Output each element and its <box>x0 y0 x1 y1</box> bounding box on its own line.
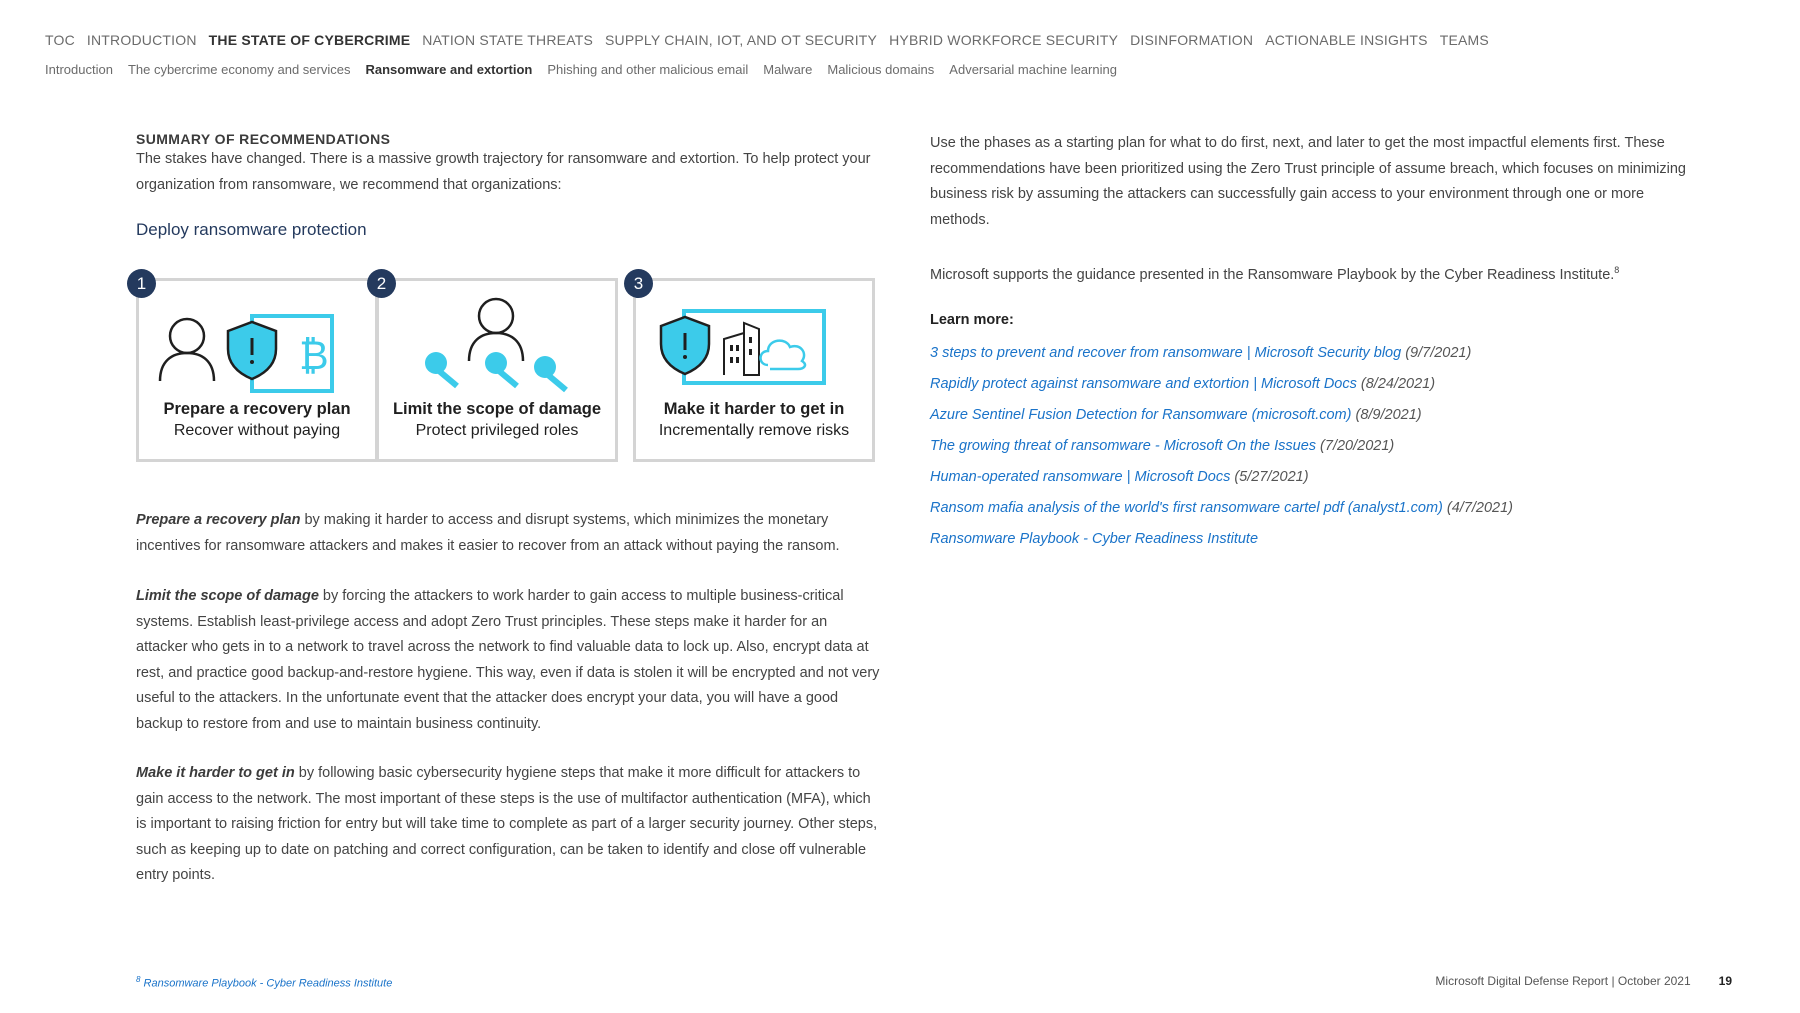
report-title: Microsoft Digital Defense Report | October 2021 <box>1435 974 1691 988</box>
right-column <box>930 131 1690 555</box>
link-prevent-recover[interactable]: 3 steps to prevent and recover from ransomware | Microsoft Security blog <box>930 345 1402 362</box>
nav-actionable-insights[interactable]: ACTIONABLE INSIGHTS <box>1265 32 1428 48</box>
link-human-operated[interactable]: Human-operated ransomware | Microsoft Docs <box>930 469 1231 486</box>
link-sentinel-fusion[interactable]: Azure Sentinel Fusion Detection for Ransomware (microsoft.com) <box>930 407 1352 424</box>
subnav-introduction[interactable]: Introduction <box>45 62 113 77</box>
link-date: (8/9/2021) <box>1351 407 1422 424</box>
card-limit-damage <box>376 274 618 462</box>
footnote-link[interactable]: Ransomware Playbook - Cyber Readiness Institute <box>143 977 393 990</box>
link-date: (4/7/2021) <box>1442 500 1514 517</box>
paragraph-text: by following basic cybersecurity hygiene steps that make it more difficult for attackers to gain access to the network. The most important of these steps is the use of multifactor authentication (MFA), which is important to raising friction for entry but will take time to complete as part of a larger security journey. Other steps, such as keeping up to date on patching and correct configuration, can be taken to identify and close off vulnerable entry points. <box>136 765 878 883</box>
list-item <box>930 462 1690 493</box>
nav-state-of-cybercrime[interactable]: THE STATE OF CYBERCRIME <box>208 32 411 48</box>
recommendation-cards <box>130 270 890 470</box>
subnav-phishing[interactable]: Phishing and other malicious email <box>547 62 749 77</box>
list-item <box>930 524 1690 555</box>
playbook-paragraph <box>930 258 1690 288</box>
paragraph-harder-to-get-in <box>136 761 881 889</box>
playbook-text: Microsoft supports the guidance presented in the Ransomware Playbook by the Cyber Readiness Institute. <box>930 266 1615 283</box>
link-date: (8/24/2021) <box>1356 376 1436 393</box>
subnav-adversarial-ml[interactable]: Adversarial machine learning <box>949 62 1117 77</box>
section-label: SUMMARY OF RECOMMENDATIONS <box>136 131 391 147</box>
nav-disinformation[interactable]: DISINFORMATION <box>1130 32 1254 48</box>
card-title: Prepare a recovery plan <box>163 400 351 418</box>
left-column <box>136 131 881 240</box>
list-item <box>930 493 1690 524</box>
step-number: 1 <box>127 269 156 298</box>
paragraph-lead: Limit the scope of damage <box>136 588 319 604</box>
intro-paragraph: The stakes have changed. There is a massive growth trajectory for ransomware and extortion. To help protect your organization from ransomware, we recommend that organizations: <box>136 151 871 193</box>
paragraph-text: by making it harder to access and disrupt systems, which minimizes the monetary incentives for ransomware attackers and makes it easier to recover from an attack without paying the ransom. <box>136 512 840 554</box>
footnote <box>136 975 392 990</box>
nav-hybrid-workforce[interactable]: HYBRID WORKFORCE SECURITY <box>889 32 1119 48</box>
shield-building-cloud-icon <box>636 281 872 399</box>
page-footer <box>1435 974 1732 988</box>
subnav-malware[interactable]: Malware <box>763 62 813 77</box>
learn-more-list <box>930 338 1690 555</box>
list-item <box>930 431 1690 462</box>
learn-more-heading: Learn more: <box>930 312 1014 329</box>
nav-teams[interactable]: TEAMS <box>1439 32 1489 48</box>
card-recovery-plan <box>136 274 378 462</box>
link-date: (5/27/2021) <box>1230 469 1309 486</box>
nav-supply-chain[interactable]: SUPPLY CHAIN, IOT, AND OT SECURITY <box>605 32 878 48</box>
list-item <box>930 369 1690 400</box>
card-harder-to-get-in <box>633 274 875 462</box>
list-item <box>930 400 1690 431</box>
phases-paragraph: Use the phases as a starting plan for what to do first, next, and later to get the most impactful elements first. These recommendations have been prioritized using the Zero Trust principle of assume breach, which focuses on minimizing business risk by assuming the attackers can successfully gain access to your environment through one or more methods. <box>930 135 1686 228</box>
footnote-number: 8 <box>136 975 141 984</box>
link-date: (7/20/2021) <box>1316 438 1395 455</box>
card-subtitle: Incrementally remove risks <box>658 422 850 439</box>
card-subtitle: Protect privileged roles <box>415 422 579 439</box>
nav-nation-state-threats[interactable]: NATION STATE THREATS <box>422 32 593 48</box>
card-title: Make it harder to get in <box>663 400 845 418</box>
person-keys-icon <box>379 281 615 399</box>
link-growing-threat[interactable]: The growing threat of ransomware - Microsoft On the Issues <box>930 438 1317 455</box>
step-number: 3 <box>624 269 653 298</box>
link-rapidly-protect[interactable]: Rapidly protect against ransomware and extortion | Microsoft Docs <box>930 376 1357 393</box>
paragraph-recovery-plan <box>136 508 881 559</box>
svg-text:₿: ₿ <box>299 333 329 379</box>
subnav-cybercrime-economy[interactable]: The cybercrime economy and services <box>127 62 351 77</box>
nav-toc[interactable]: TOC <box>45 32 75 48</box>
step-number: 2 <box>367 269 396 298</box>
list-item <box>930 338 1690 369</box>
paragraph-limit-damage <box>136 584 881 737</box>
link-ransom-mafia[interactable]: Ransom mafia analysis of the world's first ransomware cartel pdf (analyst1.com) <box>930 500 1443 517</box>
paragraph-text: by forcing the attackers to work harder to gain access to multiple business-critical systems. Establish least-privilege access and adopt Zero Trust principles. These steps make it harder for an attacker who gets in to a network to travel across the network to find valuable data to lock up. Also, encrypt data at rest, and practice good backup-and-restore hygiene. This way, even if data is stolen it will be encrypted and not very useful to the attackers. In the unfortunate event that the attacker does encrypt your data, you will have a good backup to restore from and use to maintain business continuity. <box>136 588 880 732</box>
card-title: Limit the scope of damage <box>392 400 602 418</box>
paragraph-lead: Prepare a recovery plan <box>136 512 301 528</box>
link-date: (9/7/2021) <box>1401 345 1472 362</box>
card-subtitle: Recover without paying <box>173 422 341 439</box>
person-shield-bitcoin-icon <box>139 281 375 399</box>
page-number: 19 <box>1718 974 1732 988</box>
deploy-subhead: Deploy ransomware protection <box>136 220 367 239</box>
sub-nav <box>45 62 1132 77</box>
link-ransomware-playbook[interactable]: Ransomware Playbook - Cyber Readiness Institute <box>930 531 1259 548</box>
paragraph-lead: Make it harder to get in <box>136 765 295 781</box>
nav-introduction[interactable]: INTRODUCTION <box>86 32 197 48</box>
top-nav <box>45 32 1501 48</box>
subnav-ransomware[interactable]: Ransomware and extortion <box>365 62 533 77</box>
subnav-malicious-domains[interactable]: Malicious domains <box>827 62 935 77</box>
footnote-ref[interactable]: 8 <box>1614 265 1620 275</box>
